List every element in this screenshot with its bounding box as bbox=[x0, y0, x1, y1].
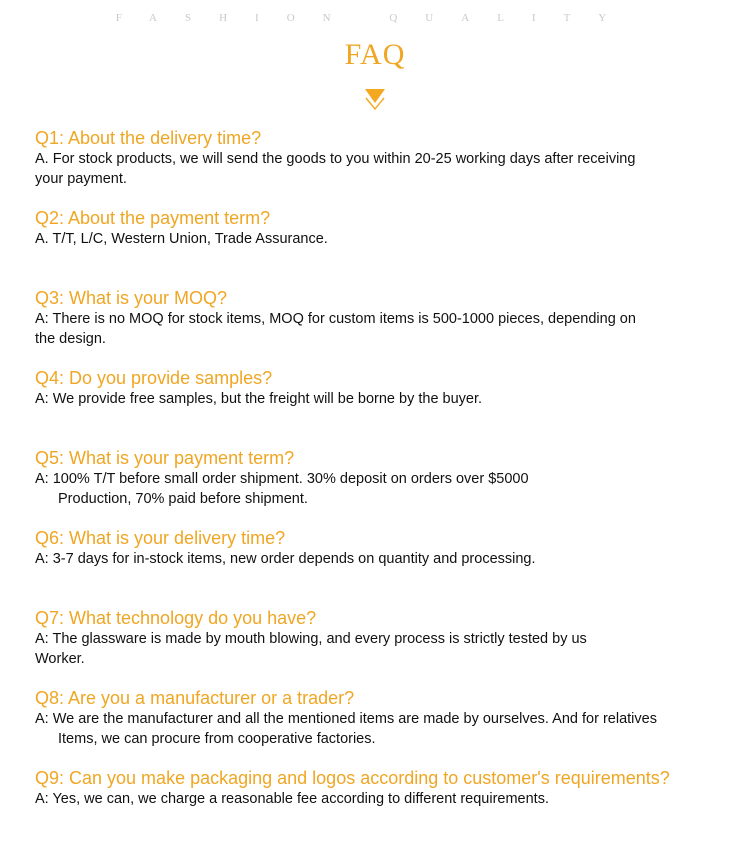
faq-item bbox=[35, 687, 735, 767]
faq-question: Q2: About the payment term? bbox=[35, 208, 271, 228]
faq-answer bbox=[35, 629, 735, 669]
faq-list bbox=[35, 127, 735, 847]
faq-answer bbox=[35, 149, 735, 189]
faq-answer bbox=[35, 549, 735, 569]
faq-answer-line: A: 3-7 days for in-stock items, new order depends on quantity and processing. bbox=[35, 551, 536, 567]
faq-answer-line: Items, we can procure from cooperative factories. bbox=[58, 731, 376, 747]
faq-answer bbox=[35, 789, 735, 809]
faq-answer bbox=[35, 469, 735, 509]
faq-answer-line: A: There is no MOQ for stock items, MOQ for custom items is 500-1000 pieces, depending on bbox=[35, 311, 636, 327]
faq-question: Q7: What technology do you have? bbox=[35, 608, 317, 628]
header-tagline: FASHION QUALITY bbox=[115, 12, 635, 24]
faq-question: Q9: Can you make packaging and logos according to customer's requirements? bbox=[35, 768, 670, 788]
faq-answer-line: A: 100% T/T before small order shipment. 30% deposit on orders over $5000 bbox=[35, 471, 529, 487]
faq-item bbox=[35, 207, 735, 287]
faq-answer-line: your payment. bbox=[35, 171, 127, 187]
faq-item bbox=[35, 447, 735, 527]
faq-answer-line: Worker. bbox=[35, 651, 85, 667]
faq-answer-line: Production, 70% paid before shipment. bbox=[58, 491, 308, 507]
faq-answer bbox=[35, 229, 735, 249]
faq-question: Q6: What is your delivery time? bbox=[35, 528, 286, 548]
faq-answer bbox=[35, 389, 735, 409]
faq-answer bbox=[35, 309, 735, 349]
faq-question: Q5: What is your payment term? bbox=[35, 448, 295, 468]
faq-item bbox=[35, 527, 735, 607]
faq-answer-line: A. For stock products, we will send the goods to you within 20-25 working days after receiving bbox=[35, 151, 636, 167]
faq-answer bbox=[35, 709, 735, 749]
chevron-down-triangle-icon bbox=[364, 88, 386, 110]
faq-item bbox=[35, 607, 735, 687]
faq-item bbox=[35, 767, 735, 847]
faq-answer-line: A. T/T, L/C, Western Union, Trade Assurance. bbox=[35, 231, 328, 247]
faq-answer-line: A: We provide free samples, but the freight will be borne by the buyer. bbox=[35, 391, 483, 407]
faq-question: Q4: Do you provide samples? bbox=[35, 368, 273, 388]
faq-answer-line: A: The glassware is made by mouth blowing, and every process is strictly tested by us bbox=[35, 631, 587, 647]
faq-question: Q1: About the delivery time? bbox=[35, 128, 262, 148]
faq-answer-line: the design. bbox=[35, 331, 106, 347]
faq-item bbox=[35, 287, 735, 367]
faq-item bbox=[35, 127, 735, 207]
faq-answer-line: A: Yes, we can, we charge a reasonable fee according to different requirements. bbox=[35, 791, 549, 807]
faq-question: Q3: What is your MOQ? bbox=[35, 288, 228, 308]
page-title: FAQ bbox=[344, 38, 406, 71]
faq-item bbox=[35, 367, 735, 447]
faq-question: Q8: Are you a manufacturer or a trader? bbox=[35, 688, 355, 708]
faq-answer-line: A: We are the manufacturer and all the mentioned items are made by ourselves. And for relatives bbox=[35, 711, 657, 727]
